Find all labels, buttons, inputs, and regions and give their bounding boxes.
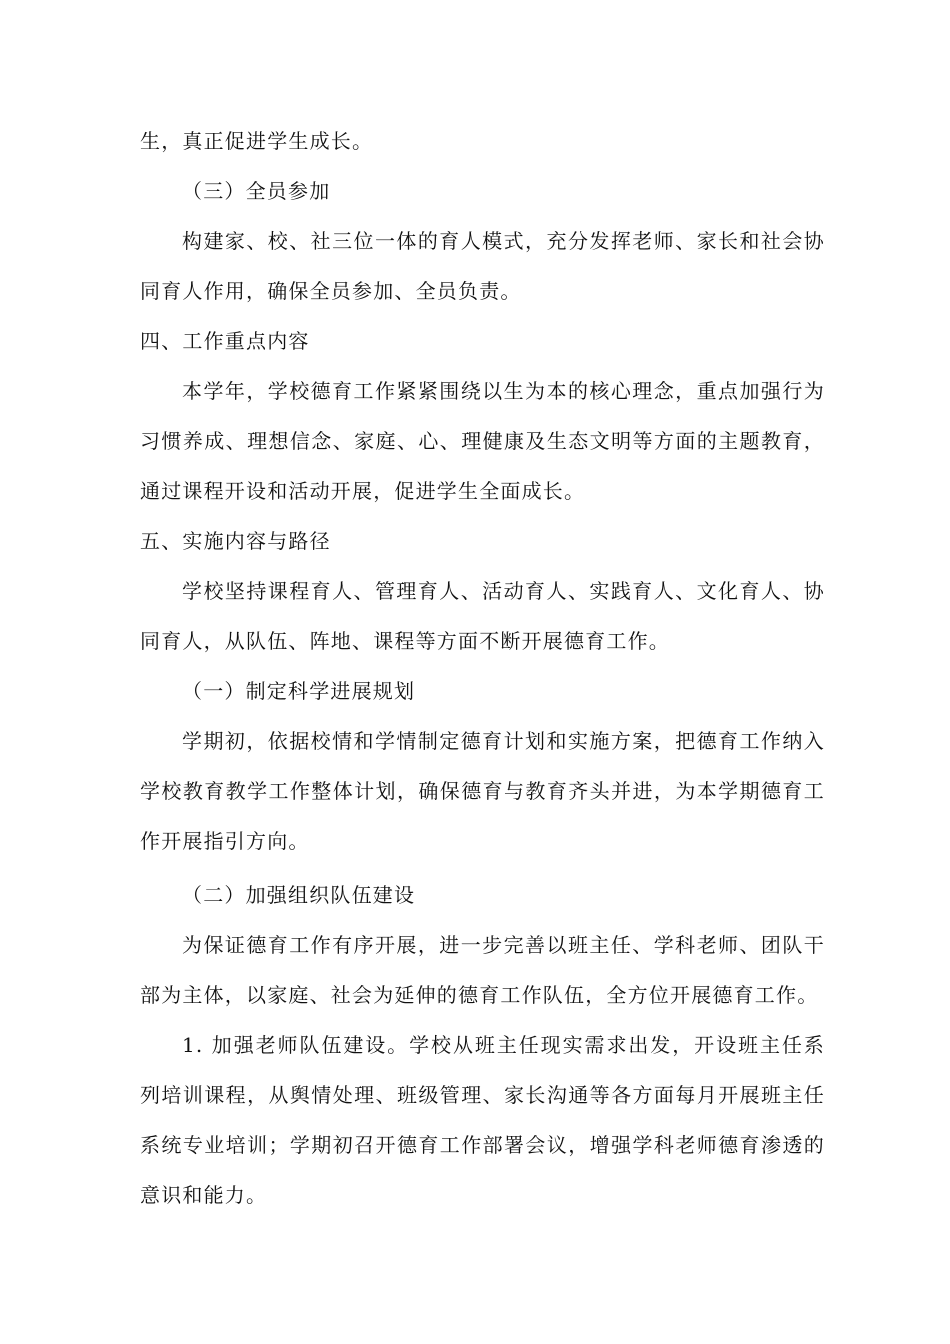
paragraph-continued: 生，真正促进学生成长。 <box>140 129 374 153</box>
subheading-planning: （一）制定科学进展规划 <box>182 679 416 703</box>
subheading-team-building: （二）加强组织队伍建设 <box>182 883 416 907</box>
paragraph-team-building: 为保证德育工作有序开展，进一步完善以班主任、学科老师、团队干部为主体，以家庭、社会为延伸的德育工作队伍，全方位开展德育工作。 <box>140 933 825 1007</box>
paragraph-planning: 学期初，依据校情和学情制定德育计划和实施方案，把德育工作纳入学校教育教学工作整体计划，确保德育与教育齐头并进，为本学期德育工作开展指引方向。 <box>140 729 825 853</box>
heading-implementation: 五、实施内容与路径 <box>140 529 331 553</box>
subheading-all-participation: （三）全员参加 <box>182 179 331 203</box>
heading-key-work-content: 四、工作重点内容 <box>140 329 310 353</box>
paragraph-implementation: 学校坚持课程育人、管理育人、活动育人、实践育人、文化育人、协同育人，从队伍、阵地、课程等方面不断开展德育工作。 <box>140 579 825 653</box>
document-body <box>140 116 825 1220</box>
paragraph-teacher-training: 1. 加强老师队伍建设。学校从班主任现实需求出发，开设班主任系列培训课程，从舆情处理、班级管理、家长沟通等各方面每月开展班主任系统专业培训；学期初召开德育工作部署会议，增强学科老师德育渗透的意识和能力。 <box>140 1033 825 1207</box>
paragraph-education-model: 构建家、校、社三位一体的育人模式，充分发挥老师、家长和社会协同育人作用，确保全员参加、全员负责。 <box>140 229 825 303</box>
paragraph-key-work: 本学年，学校德育工作紧紧围绕以生为本的核心理念，重点加强行为习惯养成、理想信念、家庭、心、理健康及生态文明等方面的主题教育，通过课程开设和活动开展，促进学生全面成长。 <box>140 379 825 503</box>
